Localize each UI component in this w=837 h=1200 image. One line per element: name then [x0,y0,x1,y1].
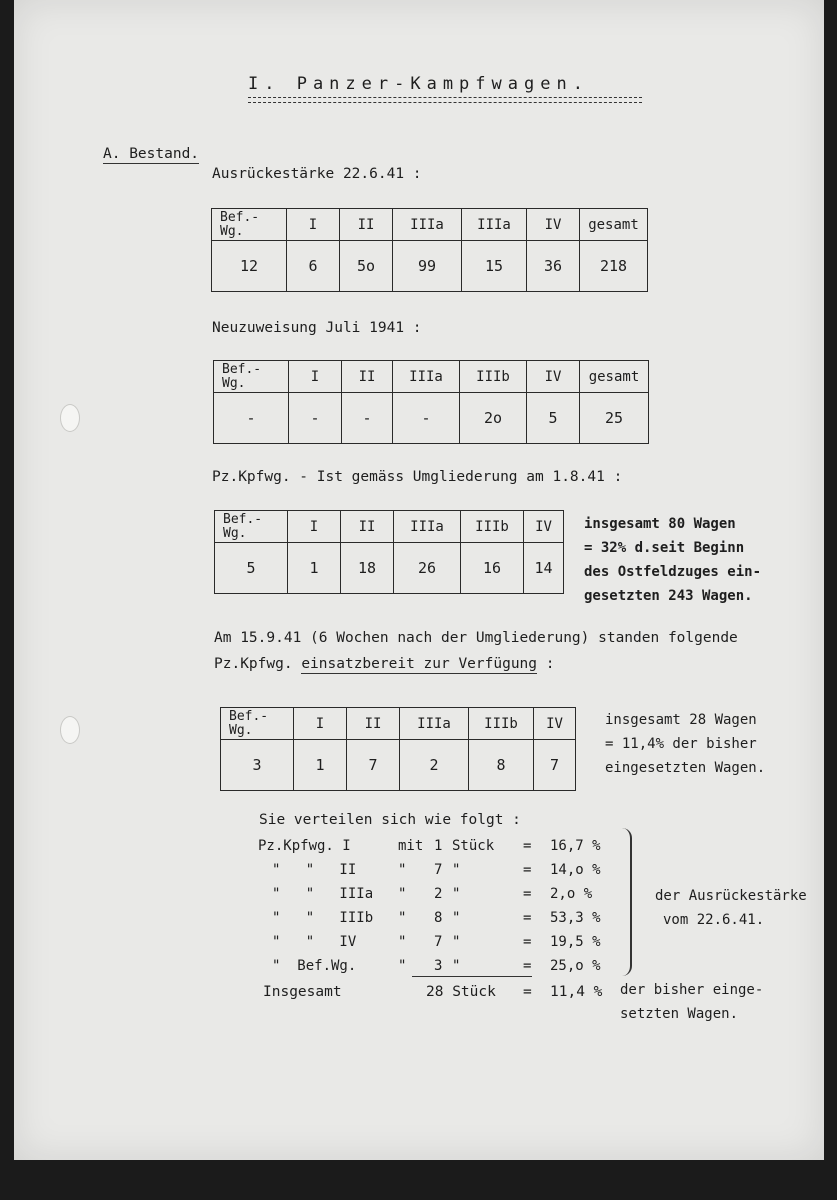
distribution-pct: 53,3 % [550,910,601,926]
table2-caption: Neuzuweisung Juli 1941 : [212,320,422,336]
para4-underlined: einsatzbereit zur Verfügung [301,656,538,672]
distribution-intro: Sie verteilen sich wie folgt : [259,812,521,828]
para4-prefix: Pz.Kpfwg. [214,656,293,672]
table1-header: IIIa [393,209,462,241]
table4-header: IIIa [400,708,469,740]
para4-line1: Am 15.9.41 (6 Wochen nach der Umgliederung) standen folgende [214,630,738,646]
table4 [220,707,576,791]
distribution-label: " " IIIb [272,910,374,926]
distribution-pct: 14,o % [550,862,601,878]
distribution-label: Pz.Kpfwg. I [258,838,351,854]
table4-header: II [347,708,400,740]
table3-header: IIIa [394,511,461,543]
distribution-count: 7 [434,862,443,878]
table2-cell: - [342,393,393,444]
table4-note-line: = 11,4% der bisher [605,736,757,752]
punch-hole-top [60,404,80,432]
table2 [213,360,649,444]
table2-cell: 5 [527,393,580,444]
distribution-pct: 2,o % [550,886,593,902]
table1-header: IV [527,209,580,241]
table3-note-line: des Ostfeldzuges ein- [584,564,762,580]
table3-note-line: = 32% d.seit Beginn [584,540,745,556]
table1-header: II [340,209,393,241]
table3-cell: 5 [215,543,288,594]
distribution-count: 2 [434,886,443,902]
distribution-mit: mit [398,838,424,854]
distribution-eq: = [523,958,532,974]
table3-cell: 14 [524,543,564,594]
table3-caption: Pz.Kpfwg. - Ist gemäss Umgliederung am 1.8.41 : [212,469,623,485]
table1-header: I [287,209,340,241]
table3-header: II [341,511,394,543]
distribution-unit: " [452,862,461,878]
table1 [211,208,648,292]
distribution-brace [622,828,632,976]
table4-cell: 2 [400,740,469,791]
table3-header: I [288,511,341,543]
total-count: 28 Stück [426,984,496,1000]
table2-header: IIIa [393,361,460,393]
table1-caption: Ausrückestärke 22.6.41 : [212,166,422,182]
table4-cell: 7 [534,740,576,791]
table3-note [584,512,761,608]
table3-cell: 26 [394,543,461,594]
brace-note-line: vom 22.6.41. [663,912,765,928]
table2-cell: - [214,393,289,444]
para4-suffix: : [545,656,555,672]
sum-rule [412,976,532,977]
page-title: I. Panzer-Kampfwagen. [248,74,589,94]
table2-header: IV [527,361,580,393]
total-label: Insgesamt [263,984,342,1000]
distribution-label: " " IV [272,934,357,950]
distribution-eq: = [523,838,532,854]
distribution-unit: " [452,934,461,950]
punch-hole-bottom [60,716,80,744]
table1-cell: 99 [393,241,462,292]
distribution-label: " " IIIa [272,886,374,902]
table2-cell: 25 [580,393,649,444]
table1-cell: 36 [527,241,580,292]
distribution-label: " " II [272,862,357,878]
distribution-count: 8 [434,910,443,926]
total-note [620,978,763,1026]
table2-header: IIIb [460,361,527,393]
distribution-eq: = [523,910,532,926]
table2-cell: 2o [460,393,527,444]
distribution-mit: " [398,958,407,974]
distribution-mit: " [398,862,407,878]
table4-cell: 3 [221,740,294,791]
brace-note-line: der Ausrückestärke [655,888,807,904]
table2-header-befwg: Bef.- Wg. [214,361,289,393]
table3-cell: 16 [461,543,524,594]
table4-cell: 8 [469,740,534,791]
distribution-unit: Stück [452,838,495,854]
table4-note [605,708,765,780]
distribution-pct: 19,5 % [550,934,601,950]
title-double-underline [248,97,642,103]
table1-cell: 5o [340,241,393,292]
table4-header: IV [534,708,576,740]
table2-cell: - [393,393,460,444]
table1-cell: 12 [212,241,287,292]
table1-header: gesamt [580,209,648,241]
section-heading: A. Bestand. [103,146,200,162]
table3-header-befwg: Bef.- Wg. [215,511,288,543]
distribution-count: 1 [434,838,443,854]
table1-header-befwg: Bef.- Wg. [212,209,287,241]
distribution-eq: = [523,862,532,878]
table4-header: IIIb [469,708,534,740]
table4-cell: 1 [294,740,347,791]
table4-note-line: eingesetzten Wagen. [605,760,766,776]
table3-header: IV [524,511,564,543]
distribution-count: 7 [434,934,443,950]
distribution-label: " Bef.Wg. [272,958,357,974]
distribution-pct: 25,o % [550,958,601,974]
distribution-mit: " [398,910,407,926]
table2-header: gesamt [580,361,649,393]
distribution-eq: = [523,886,532,902]
table1-cell: 15 [462,241,527,292]
table2-cell: - [289,393,342,444]
table4-header-befwg: Bef.- Wg. [221,708,294,740]
table3-cell: 1 [288,543,341,594]
distribution-count: 3 [434,958,443,974]
table4-cell: 7 [347,740,400,791]
table3-note-line: gesetzten 243 Wagen. [584,588,753,604]
table2-header: I [289,361,342,393]
total-pct: 11,4 % [550,984,603,1000]
table1-header: IIIa [462,209,527,241]
distribution-eq: = [523,934,532,950]
distribution-unit: " [452,958,461,974]
total-note-line: setzten Wagen. [620,1006,739,1022]
table1-cell: 218 [580,241,648,292]
total-note-line: der bisher einge- [620,982,764,998]
para4-line2 [214,656,554,672]
table4-header: I [294,708,347,740]
table3-note-line: insgesamt 80 Wagen [584,516,736,532]
table3-header: IIIb [461,511,524,543]
brace-note [655,884,807,932]
table3-cell: 18 [341,543,394,594]
total-eq: = [523,984,532,1000]
table4-note-line: insgesamt 28 Wagen [605,712,757,728]
table2-header: II [342,361,393,393]
distribution-mit: " [398,886,407,902]
distribution-mit: " [398,934,407,950]
distribution-pct: 16,7 % [550,838,601,854]
table3 [214,510,564,594]
distribution-unit: " [452,886,461,902]
table1-cell: 6 [287,241,340,292]
distribution-unit: " [452,910,461,926]
